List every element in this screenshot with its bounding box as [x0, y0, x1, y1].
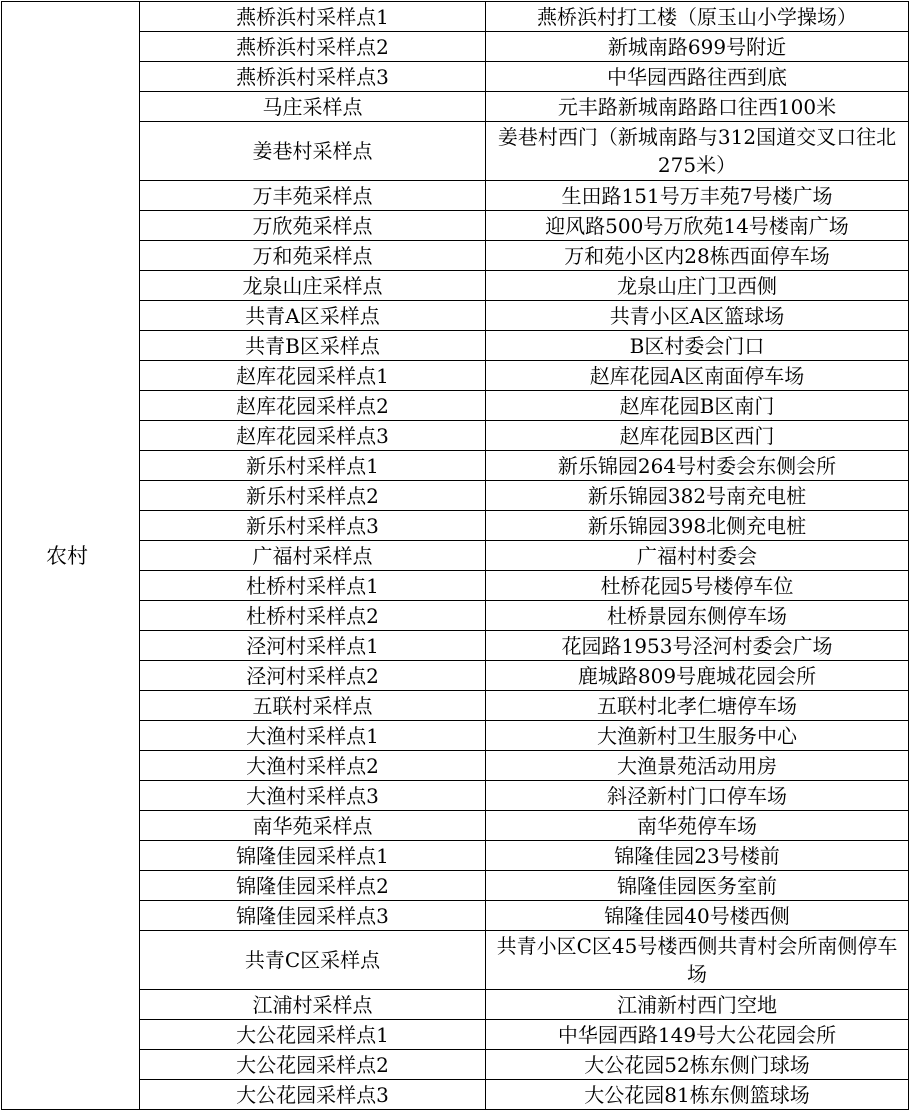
sampling-point-name: 燕桥浜村采样点3 [140, 62, 486, 92]
sampling-point-name: 赵库花园采样点1 [140, 361, 486, 391]
sampling-points-table [1, 1, 909, 1110]
sampling-point-name: 龙泉山庄采样点 [140, 271, 486, 301]
sampling-point-name: 大渔村采样点3 [140, 781, 486, 811]
sampling-point-address: 赵库花园B区南门 [486, 391, 909, 421]
sampling-point-name: 燕桥浜村采样点1 [140, 2, 486, 32]
sampling-point-address: 生田路151号万丰苑7号楼广场 [486, 181, 909, 211]
sampling-point-name: 共青C区采样点 [140, 931, 486, 990]
sampling-point-address: 广福村村委会 [486, 541, 909, 571]
sampling-point-name: 锦隆佳园采样点1 [140, 841, 486, 871]
sampling-point-name: 赵库花园采样点3 [140, 421, 486, 451]
sampling-point-address: 花园路1953号泾河村委会广场 [486, 631, 909, 661]
sampling-point-name: 泾河村采样点2 [140, 661, 486, 691]
sampling-point-address: 共青小区C区45号楼西侧共青村会所南侧停车场 [486, 931, 909, 990]
sampling-point-address: 共青小区A区篮球场 [486, 301, 909, 331]
sampling-point-address: 杜桥景园东侧停车场 [486, 601, 909, 631]
sampling-point-address: 锦隆佳园40号楼西侧 [486, 901, 909, 931]
sampling-point-address: 赵库花园A区南面停车场 [486, 361, 909, 391]
sampling-point-address: 元丰路新城南路路口往西100米 [486, 92, 909, 122]
sampling-point-name: 锦隆佳园采样点3 [140, 901, 486, 931]
sampling-point-address: 龙泉山庄门卫西侧 [486, 271, 909, 301]
sampling-point-address: 新乐锦园398北侧充电桩 [486, 511, 909, 541]
sampling-point-name: 共青B区采样点 [140, 331, 486, 361]
sampling-point-name: 万丰苑采样点 [140, 181, 486, 211]
sampling-point-name: 新乐村采样点1 [140, 451, 486, 481]
sampling-point-address: 赵库花园B区西门 [486, 421, 909, 451]
sampling-point-address: 新城南路699号附近 [486, 32, 909, 62]
sampling-point-name: 大公花园采样点2 [140, 1050, 486, 1080]
sampling-point-name: 万欣苑采样点 [140, 211, 486, 241]
sampling-point-address: 姜巷村西门（新城南路与312国道交叉口往北275米） [486, 122, 909, 181]
sampling-point-name: 大公花园采样点3 [140, 1080, 486, 1110]
sampling-point-address: 新乐锦园382号南充电桩 [486, 481, 909, 511]
sampling-point-name: 杜桥村采样点2 [140, 601, 486, 631]
sampling-point-name: 五联村采样点 [140, 691, 486, 721]
sampling-point-name: 江浦村采样点 [140, 990, 486, 1020]
sampling-point-address: 迎风路500号万欣苑14号楼南广场 [486, 211, 909, 241]
table-body [2, 2, 909, 1110]
sampling-point-name: 大公花园采样点1 [140, 1020, 486, 1050]
sampling-point-address: 大渔新村卫生服务中心 [486, 721, 909, 751]
sampling-point-name: 锦隆佳园采样点2 [140, 871, 486, 901]
sampling-point-address: 南华苑停车场 [486, 811, 909, 841]
sampling-point-name: 新乐村采样点2 [140, 481, 486, 511]
sampling-point-address: 锦隆佳园医务室前 [486, 871, 909, 901]
sampling-point-address: 大公花园52栋东侧门球场 [486, 1050, 909, 1080]
sampling-point-name: 泾河村采样点1 [140, 631, 486, 661]
sampling-point-address: 鹿城路809号鹿城花园会所 [486, 661, 909, 691]
sampling-point-address: 中华园西路往西到底 [486, 62, 909, 92]
sampling-point-name: 广福村采样点 [140, 541, 486, 571]
sampling-point-address: 大公花园81栋东侧篮球场 [486, 1080, 909, 1110]
sampling-point-name: 万和苑采样点 [140, 241, 486, 271]
sampling-point-address: 斜泾新村门口停车场 [486, 781, 909, 811]
sampling-point-name: 共青A区采样点 [140, 301, 486, 331]
sampling-point-name: 杜桥村采样点1 [140, 571, 486, 601]
sampling-point-name: 大渔村采样点2 [140, 751, 486, 781]
sampling-point-address: 燕桥浜村打工楼（原玉山小学操场） [486, 2, 909, 32]
sampling-point-address: 江浦新村西门空地 [486, 990, 909, 1020]
table-row [2, 2, 909, 32]
sampling-point-name: 大渔村采样点1 [140, 721, 486, 751]
sampling-point-name: 燕桥浜村采样点2 [140, 32, 486, 62]
sampling-point-name: 赵库花园采样点2 [140, 391, 486, 421]
sampling-point-address: 中华园西路149号大公花园会所 [486, 1020, 909, 1050]
sampling-point-address: 大渔景苑活动用房 [486, 751, 909, 781]
sampling-point-name: 马庄采样点 [140, 92, 486, 122]
sampling-point-address: 万和苑小区内28栋西面停车场 [486, 241, 909, 271]
sampling-point-address: 锦隆佳园23号楼前 [486, 841, 909, 871]
sampling-point-name: 南华苑采样点 [140, 811, 486, 841]
sampling-point-name: 姜巷村采样点 [140, 122, 486, 181]
sampling-point-address: B区村委会门口 [486, 331, 909, 361]
category-cell: 农村 [2, 2, 140, 1110]
sampling-point-address: 新乐锦园264号村委会东侧会所 [486, 451, 909, 481]
sampling-point-address: 杜桥花园5号楼停车位 [486, 571, 909, 601]
sampling-point-address: 五联村北孝仁塘停车场 [486, 691, 909, 721]
sampling-point-name: 新乐村采样点3 [140, 511, 486, 541]
